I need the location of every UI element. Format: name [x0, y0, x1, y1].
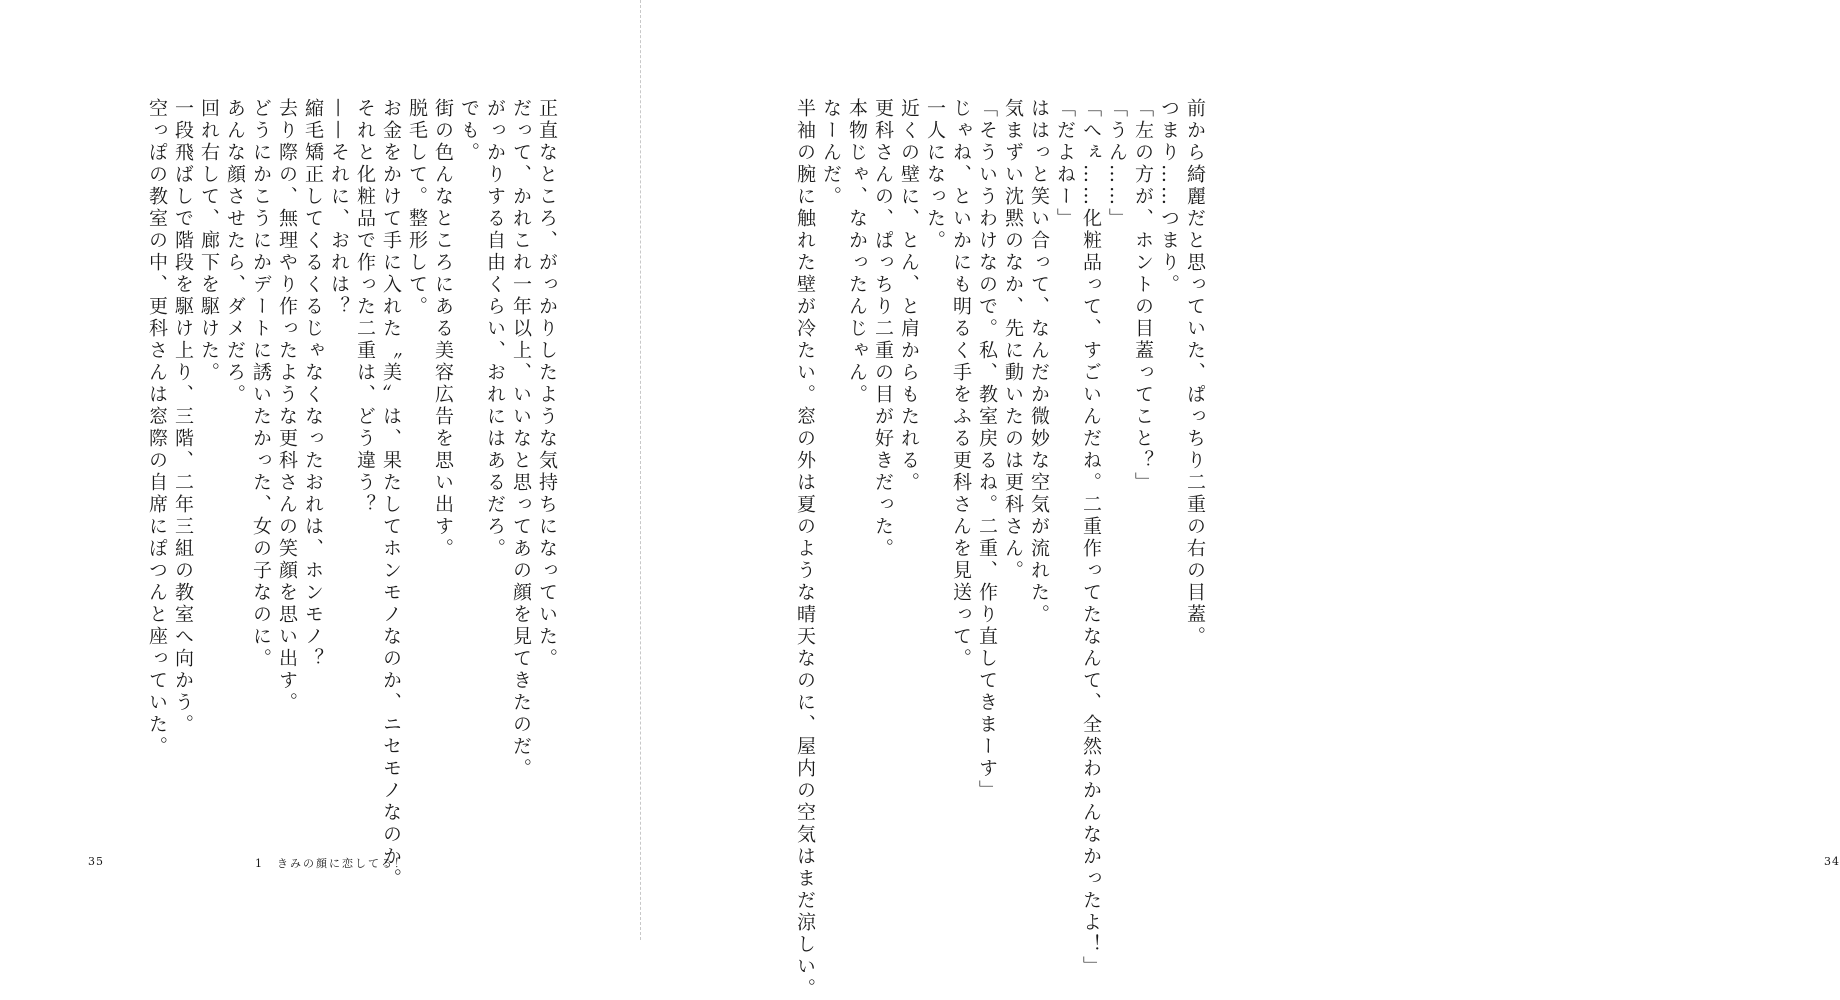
running-head: 1 きみの顔に恋してる！: [255, 857, 407, 870]
text-line: 半袖の腕に触れた壁が冷たい。窓の外は夏のような晴天なのに、屋内の空気はまだ涼しい。: [794, 98, 816, 1000]
text-line: 「だよねー」: [1054, 98, 1076, 230]
text-line: 更科さんの、ぱっちり二重の目が好きだった。: [872, 98, 894, 560]
text-line: 「そういうわけなので。私、教室戻るね。二重、作り直してきまーす」: [976, 98, 998, 802]
text-line: 近くの壁に、とん、と肩からもたれる。: [898, 98, 920, 494]
text-line: 脱毛して。整形して。: [406, 98, 428, 318]
text-line: 回れ右して、廊下を駆けた。: [198, 98, 220, 384]
text-line: だって、かれこれ一年以上、いいなと思ってあの顔を見てきたのだ。: [510, 98, 532, 780]
text-line: それと化粧品で作った二重は、どう違う？: [354, 98, 376, 516]
text-line: ——それに、おれは？: [328, 98, 350, 318]
text-line: 前から綺麗だと思っていた、ぱっちり二重の右の目蓋。: [1184, 98, 1206, 648]
text-line: 空っぽの教室の中、更科さんは窓際の自席にぽつんと座っていた。: [146, 98, 168, 758]
text-line: 去り際の、無理やり作ったような更科さんの笑顔を思い出す。: [276, 98, 298, 714]
text-line: 一段飛ばしで階段を駆け上り、三階、二年三組の教室へ向かう。: [172, 98, 194, 736]
text-line: 縮毛矯正してくるくるじゃなくなったおれは、ホンモノ？: [302, 98, 324, 670]
text-line: あんな顔させたら、ダメだろ。: [224, 98, 246, 406]
text-line: 「うん……」: [1106, 98, 1128, 230]
page-number-left: 35: [88, 855, 104, 868]
page-number-right: 34: [1824, 855, 1840, 868]
text-line: がっかりする自由くらい、おれにはあるだろ。: [484, 98, 506, 560]
text-line: 「左の方が、ホントの目蓋ってこと？」: [1132, 98, 1154, 494]
text-line: 正直なところ、がっかりしたような気持ちになっていた。: [536, 98, 558, 670]
text-line: ははっと笑い合って、なんだか微妙な空気が流れた。: [1028, 98, 1050, 626]
text-line: 一人になった。: [924, 98, 946, 252]
text-line: 気まずい沈黙のなか、先に動いたのは更科さん。: [1002, 98, 1024, 582]
text-line: 本物じゃ、なかったんじゃん。: [846, 98, 868, 406]
text-line: 街の色んなところにある美容広告を思い出す。: [432, 98, 454, 560]
text-line: つまり……つまり。: [1158, 98, 1180, 296]
left-page: [0, 0, 640, 940]
text-line: なーんだ。: [820, 98, 842, 208]
text-line: お金をかけて手に入れた〝美〟は、果たしてホンモノなのか、ニセモノなのか。: [380, 98, 402, 890]
text-line: でも。: [458, 98, 480, 164]
text-line: じゃね、といかにも明るく手をふる更科さんを見送って。: [950, 98, 972, 670]
right-page-body-text: [728, 98, 1208, 1000]
text-line: 「へぇ……化粧品って、すごいんだね。二重作ってたなんて、全然わかんなかったよ！」: [1080, 98, 1102, 978]
right-page: [641, 0, 1840, 1000]
text-line: どうにかこうにかデートに誘いたかった、女の子なのに。: [250, 98, 272, 670]
